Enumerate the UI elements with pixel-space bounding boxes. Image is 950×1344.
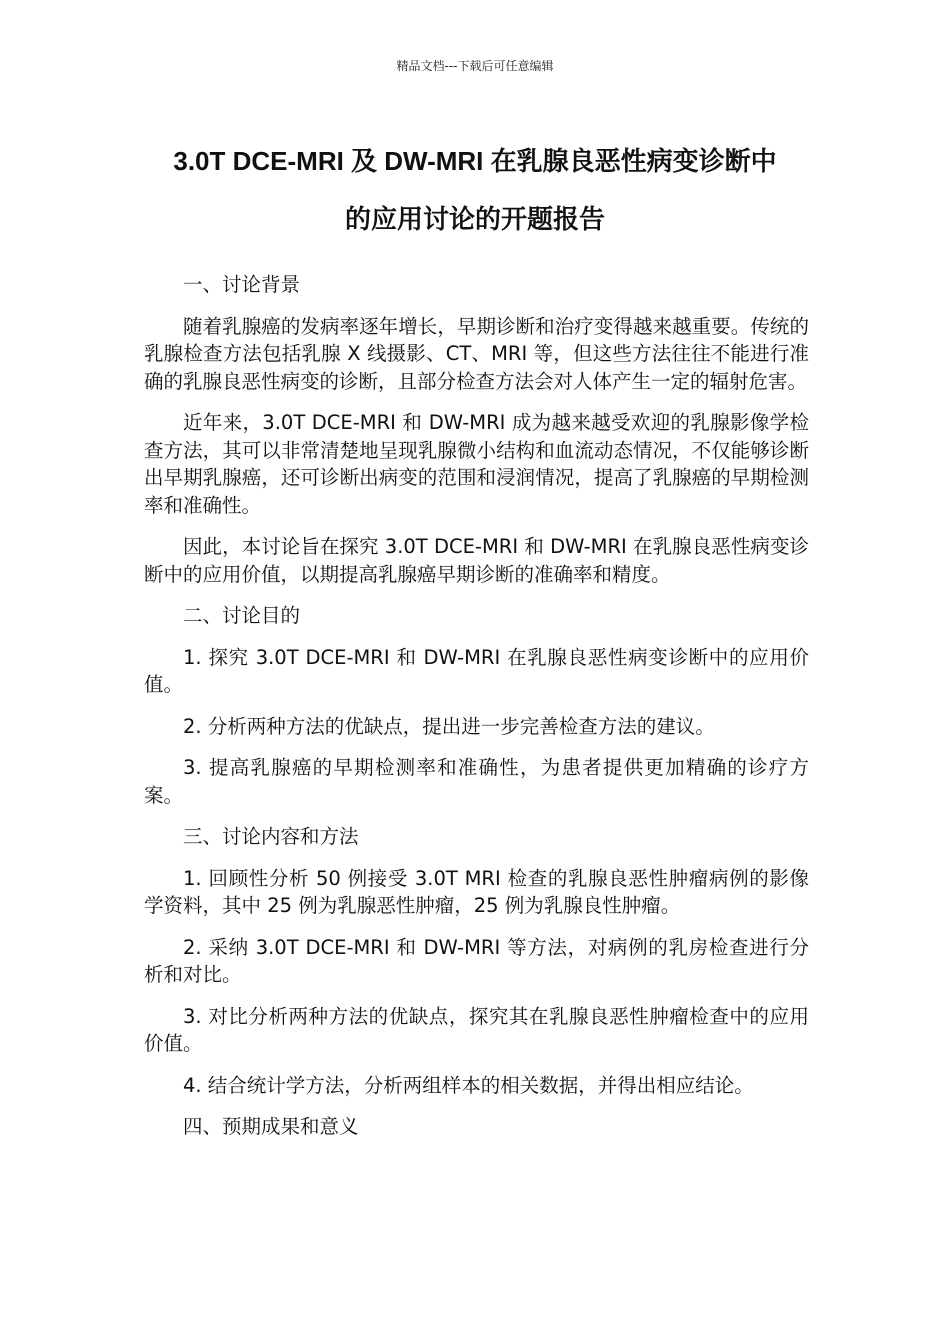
purpose-item-3: 3. 提高乳腺癌的早期检测率和准确性，为患者提供更加精确的诊疗方案。	[144, 756, 809, 807]
section-heading-purpose: 二、讨论目的	[183, 604, 301, 627]
background-paragraph-2: 近年来，3.0T DCE-MRI 和 DW-MRI 成为越来越受欢迎的乳腺影像学检查方法，其可以非常清楚地呈现乳腺微小结构和血流动态情况，不仅能够诊断出早期乳腺癌，还可诊断出病变的范围和浸润情况，提高了乳腺癌的早期检测率和准确性。	[144, 411, 809, 517]
document-body	[144, 271, 809, 1155]
purpose-item-2: 2. 分析两种方法的优缺点，提出进一步完善检查方法的建议。	[183, 714, 715, 738]
content-item-4: 4. 结合统计学方法，分析两组样本的相关数据，并得出相应结论。	[183, 1073, 754, 1097]
content-item-2: 2. 采纳 3.0T DCE-MRI 和 DW-MRI 等方法，对病例的乳房检查进行分析和对比。	[144, 935, 809, 986]
title-line-1: 3.0T DCE-MRI 及 DW-MRI 在乳腺良恶性病变诊断中	[173, 146, 777, 176]
content-item-1: 1. 回顾性分析 50 例接受 3.0T MRI 检查的乳腺良恶性肿瘤病例的影像学资料，其中 25 例为乳腺恶性肿瘤，25 例为乳腺良性肿瘤。	[144, 866, 809, 917]
background-paragraph-3: 因此，本讨论旨在探究 3.0T DCE-MRI 和 DW-MRI 在乳腺良恶性病变诊断中的应用价值，以期提高乳腺癌早期诊断的准确率和精度。	[144, 535, 809, 586]
page-header-note: 精品文档---下载后可任意编辑	[396, 59, 554, 73]
title-line-2: 的应用讨论的开题报告	[344, 204, 605, 234]
section-heading-content: 三、讨论内容和方法	[183, 825, 359, 848]
background-paragraph-1: 随着乳腺癌的发病率逐年增长，早期诊断和治疗变得越来越重要。传统的乳腺检查方法包括乳腺 X 线摄影、CT、MRI 等，但这些方法往往不能进行准确的乳腺良恶性病变的诊断，且部分检查方法会对人体产生一定的辐射危害。	[144, 314, 809, 393]
document-title	[120, 132, 830, 248]
purpose-item-1: 1. 探究 3.0T DCE-MRI 和 DW-MRI 在乳腺良恶性病变诊断中的应用价值。	[144, 645, 809, 696]
section-heading-background: 一、讨论背景	[183, 273, 301, 296]
content-item-3: 3. 对比分析两种方法的优缺点，探究其在乳腺良恶性肿瘤检查中的应用价值。	[144, 1004, 809, 1055]
section-heading-outcome: 四、预期成果和意义	[183, 1115, 359, 1138]
